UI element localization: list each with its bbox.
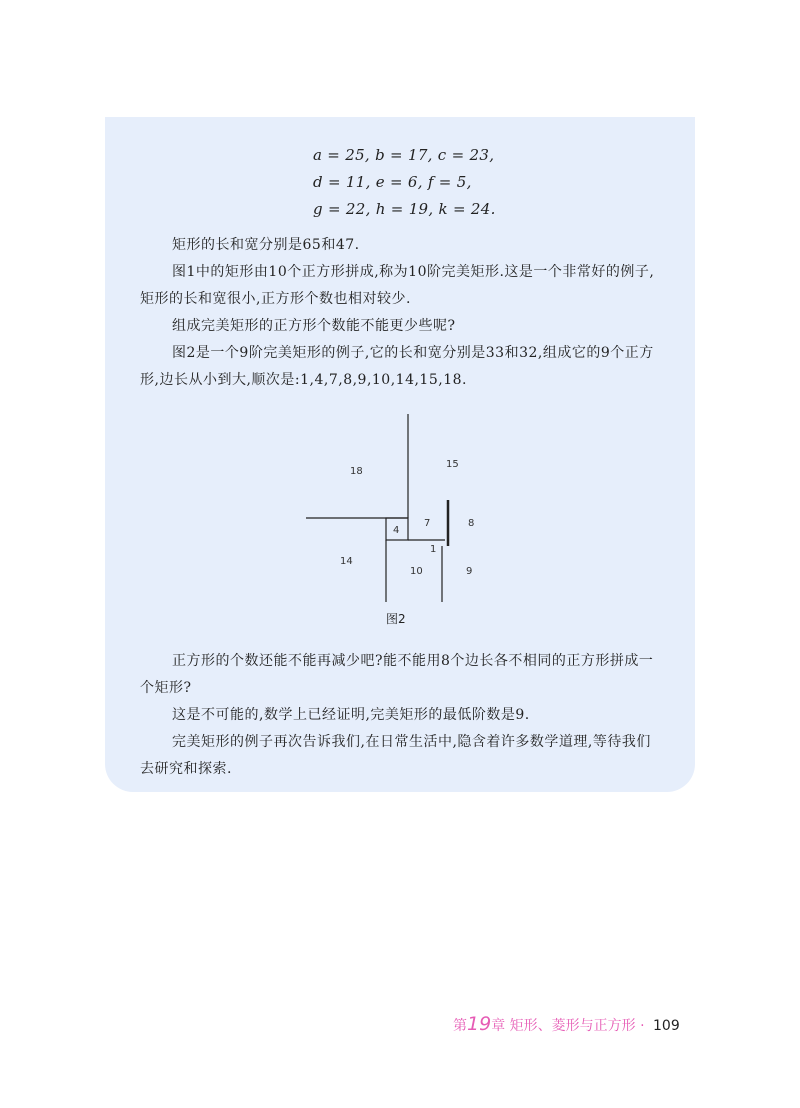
- chapter-prefix: 第: [453, 1018, 467, 1034]
- paragraph-conclusion: 完美矩形的例子再次告诉我们,在日常生活中,隐含着许多数学道理,等待我们去研究和探索.: [140, 734, 651, 777]
- equation-line-1: a = 25, b = 17, c = 23,: [313, 146, 495, 164]
- equation-line-3: g = 22, h = 19, k = 24.: [313, 200, 496, 218]
- equation-line-2: d = 11, e = 6, f = 5,: [313, 173, 472, 191]
- square-label-14: 14: [340, 556, 353, 567]
- paragraph-question: 组成完美矩形的正方形个数能不能更少些呢?: [172, 318, 456, 334]
- figure-caption: 图2: [386, 612, 406, 626]
- page-number: 109: [653, 1018, 680, 1034]
- footer-separator: ·: [640, 1018, 645, 1034]
- paragraph-proof: 这是不可能的,数学上已经证明,完美矩形的最低阶数是9.: [172, 707, 530, 723]
- square-label-7: 7: [424, 518, 431, 529]
- perfect-rectangle-figure: [300, 412, 500, 608]
- paragraph-figure1: 图1中的矩形由10个正方形拼成,称为10阶完美矩形.这是一个非常好的例子,矩形的长和宽很小,正方形个数也相对较少.: [140, 264, 655, 307]
- chapter-suffix: 章: [491, 1018, 506, 1034]
- square-label-8: 8: [468, 518, 475, 529]
- square-label-4: 4: [393, 525, 400, 536]
- square-label-15: 15: [446, 459, 459, 470]
- square-label-10: 10: [410, 566, 423, 577]
- paragraph-dimensions: 矩形的长和宽分别是65和47.: [172, 237, 360, 253]
- square-label-9: 9: [466, 566, 473, 577]
- paragraph-reduce-question: 正方形的个数还能不能再减少吧?能不能用8个边长各不相同的正方形拼成一个矩形?: [140, 653, 654, 696]
- chapter-title: 矩形、菱形与正方形: [509, 1018, 636, 1034]
- page-footer: [453, 1013, 680, 1035]
- square-label-18: 18: [350, 466, 363, 477]
- paragraph-figure2: 图2是一个9阶完美矩形的例子,它的长和宽分别是33和32,组成它的9个正方形,边长从小到大,顺次是:1,4,7,8,9,10,14,15,18.: [140, 345, 654, 388]
- square-label-1: 1: [430, 544, 437, 555]
- chapter-number: 19: [467, 1013, 492, 1035]
